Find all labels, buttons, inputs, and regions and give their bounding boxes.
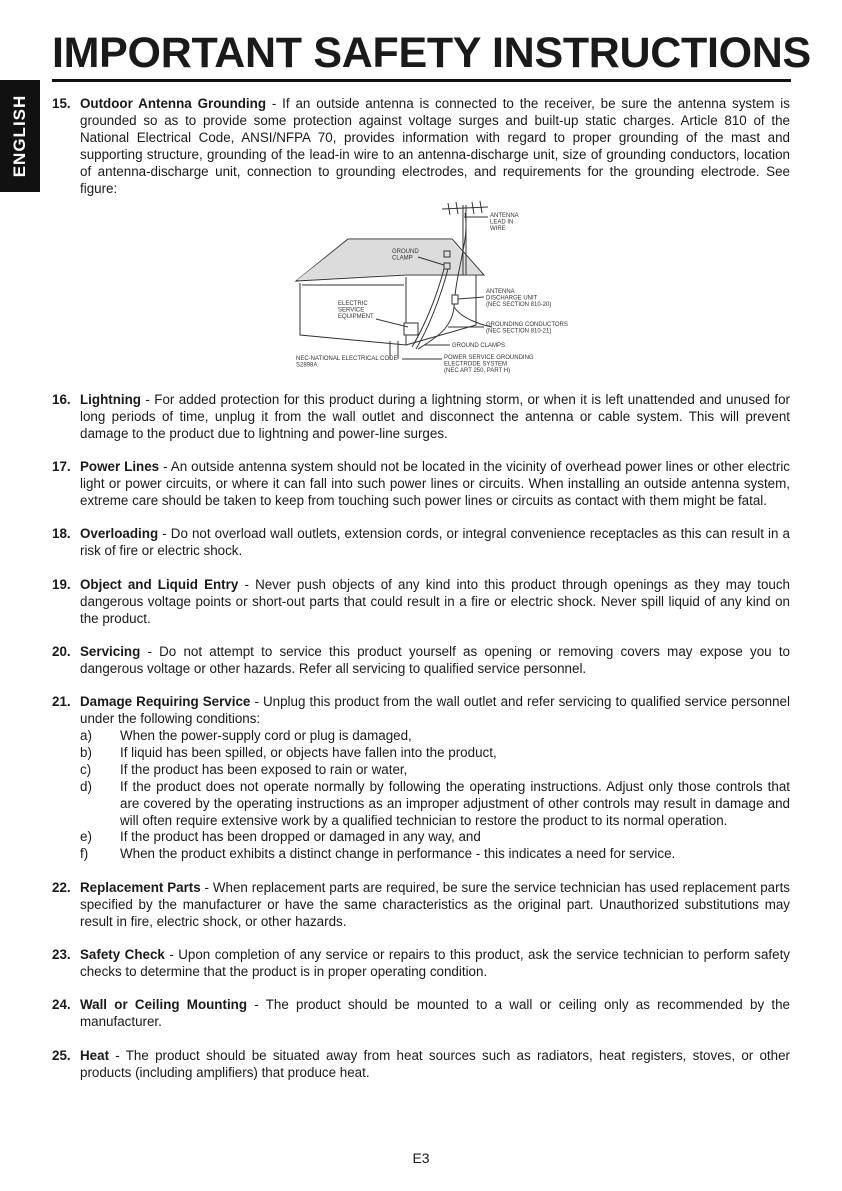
grounding-conductors-label — [486, 322, 570, 335]
power-service-line-1: POWER SERVICE GROUNDING — [444, 355, 534, 362]
instruction-15 — [52, 96, 790, 197]
item-text: - Unplug this product from the wall outlet and refer servicing to qualified service personnel under the following conditions: — [80, 694, 790, 727]
page-number: E3 — [412, 1150, 430, 1166]
sub-letter: c) — [80, 761, 92, 777]
item-text: - If an outside antenna is connected to the receiver, be sure the antenna system is grounded so as to provide some protection against voltage surges and built-up static charges. Article 810 of the National Electrical Code, ANSI/NFPA 70, provides information with regard to proper grounding of the mast and supporting structure, grounding of the lead-in wire to an antenna-discharge unit, size of grounding conductors, location of antenna-discharge unit, connection to grounding electrodes, and requirements for the grounding electrode. See figure: — [80, 96, 790, 196]
item-heading: Object and Liquid Entry — [80, 576, 239, 592]
item-heading: Servicing — [80, 643, 141, 659]
item-text: - Do not overload wall outlets, extension cords, or integral convenience receptacles as this can result in a risk of fire or electric shock. — [80, 526, 790, 559]
nec-code-line-2: S2898A — [296, 362, 318, 369]
instruction-25 — [52, 1048, 790, 1082]
electric-service-label — [338, 301, 374, 320]
sub-condition — [80, 779, 790, 830]
nec-code-line-1: NEC-NATIONAL ELECTRICAL CODE — [296, 356, 398, 363]
sub-letter: e) — [80, 829, 92, 845]
nec-code-label — [296, 356, 399, 369]
item-heading: Overloading — [80, 526, 159, 542]
language-tab-label: ENGLISH — [10, 94, 29, 178]
language-tab — [0, 80, 40, 192]
sub-letter: d) — [80, 778, 92, 794]
sub-text: If the product has been exposed to rain or water, — [120, 761, 408, 777]
discharge-unit-label — [486, 289, 551, 308]
item-heading: Wall or Ceiling Mounting — [80, 997, 248, 1013]
instruction-20 — [52, 644, 790, 678]
item-text: - For added protection for this product during a lightning storm, or when it is left unattended and unused for long periods of time, unplug it from the wall outlet and disconnect the antenna or cable system. This will prevent damage to the product due to lightning and power-line surges. — [80, 391, 790, 441]
antenna-lead-line-1: ANTENNA — [490, 213, 519, 220]
item-text: - Do not attempt to service this product yourself as opening or removing covers may expose you to dangerous voltage or other hazards. Refer all servicing to qualified service personnel. — [80, 643, 790, 676]
instruction-18 — [52, 526, 790, 560]
item-number: 23. — [52, 947, 71, 962]
power-service-line-2: ELECTRODE SYSTEM — [444, 361, 508, 368]
item-heading: Safety Check — [80, 947, 165, 962]
item-text: - Upon completion of any service or repairs to this product, ask the service technician to perform safety checks to determine that the product is in proper operating condition. — [80, 947, 790, 979]
electric-service-line-3: EQUIPMENT — [338, 314, 374, 321]
item-number: 21. — [52, 694, 71, 710]
item-heading: Outdoor Antenna Grounding — [80, 96, 267, 111]
item-text: - An outside antenna system should not be located in the vicinity of overhead power lines or other electric light or power circuits, or where it can fall into such power lines or circuits. When installing an outside antenna system, extreme care should be taken to keep from touching such power lines or circuits as contact with them might be fatal. — [80, 459, 790, 508]
item-number: 22. — [52, 879, 71, 895]
item-number: 20. — [52, 643, 71, 659]
item-number: 16. — [52, 391, 71, 407]
item-text: - The product should be situated away from heat sources such as radiators, heat registers, stoves, or other products (including amplifiers) that produce heat. — [80, 1047, 790, 1080]
antenna-grounding-figure — [52, 199, 790, 375]
sub-letter: b) — [80, 744, 92, 760]
item-number: 17. — [52, 459, 71, 475]
power-service-label — [444, 355, 535, 374]
sub-letter: a) — [80, 728, 92, 744]
electric-service-line-2: SERVICE — [338, 307, 365, 314]
sub-text: If liquid has been spilled, or objects have fallen into the product, — [120, 744, 497, 760]
discharge-unit-line-2: DISCHARGE UNIT — [486, 295, 538, 302]
item-number: 24. — [52, 997, 71, 1013]
item-number: 15. — [52, 96, 71, 111]
antenna-lead-line-3: WIRE — [490, 226, 506, 233]
item-text: - When replacement parts are required, be sure the service technician has used replacement parts specified by the manufacturer or have the same characteristics as the original part. Unauthorized substitutions may result in fire, electric shock, or other hazards. — [80, 879, 790, 929]
power-service-line-3: (NEC ART 250, PART H) — [444, 368, 511, 375]
sub-condition — [80, 728, 790, 745]
antenna-lead-label — [490, 213, 520, 232]
ground-clamps-label: GROUND CLAMPS — [452, 343, 506, 350]
sub-condition — [80, 762, 790, 779]
instruction-16 — [52, 392, 790, 443]
electric-service-line-1: ELECTRIC — [338, 301, 368, 308]
item-heading: Replacement Parts — [80, 879, 201, 895]
sub-text: When the product exhibits a distinct change in performance - this indicates a need for service. — [120, 846, 676, 862]
sub-text: When the power-supply cord or plug is damaged, — [120, 728, 412, 744]
page-title: IMPORTANT SAFETY INSTRUCTIONS — [52, 29, 811, 77]
item-number: 18. — [52, 526, 71, 542]
sub-letter: f) — [80, 846, 89, 862]
item-heading: Heat — [80, 1047, 110, 1063]
title-underline — [52, 79, 791, 82]
item-text: - The product should be mounted to a wall or ceiling only as recommended by the manufacturer. — [80, 997, 790, 1030]
ground-clamp-line-2: CLAMP — [392, 255, 413, 262]
instruction-24 — [52, 997, 790, 1031]
item-text: - Never push objects of any kind into this product through openings as they may touch dangerous voltage points or short-out parts that could result in a fire or electric shock. Never spill liquid of any kind on the product. — [80, 576, 791, 626]
antenna-grounding-diagram — [52, 199, 790, 375]
sub-text: If the product does not operate normally by following the operating instructions. Adjust only those controls that are covered by the operating instructions as an improper adjustment of other controls may result in damage and will often require extensive work by a qualified technician to restore the product to its normal operation. — [120, 778, 790, 828]
grounding-conductors-line-1: GROUNDING CONDUCTORS — [486, 322, 568, 329]
item-heading: Lightning — [80, 391, 141, 407]
item-number: 25. — [52, 1047, 71, 1063]
sub-condition — [80, 829, 790, 846]
sub-text: If the product has been dropped or damaged in any way, and — [120, 829, 481, 845]
instructions-list — [52, 96, 790, 1081]
instruction-21 — [52, 694, 790, 863]
grounding-conductors-line-2: (NEC SECTION 810-21) — [486, 328, 552, 335]
item-heading: Damage Requiring Service — [80, 694, 251, 710]
discharge-unit-line-3: (NEC SECTION 810-20) — [486, 302, 552, 309]
sub-condition — [80, 745, 790, 762]
item-number: 19. — [52, 576, 71, 592]
instruction-22 — [52, 880, 790, 931]
instruction-19 — [52, 577, 790, 628]
ground-clamp-line-1: GROUND — [392, 249, 419, 256]
antenna-lead-line-2: LEAD IN — [490, 219, 514, 226]
instruction-17 — [52, 459, 790, 510]
instruction-23 — [52, 947, 790, 981]
discharge-unit-line-1: ANTENNA — [486, 289, 515, 296]
sub-condition — [80, 846, 790, 863]
item-heading: Power Lines — [80, 459, 160, 475]
